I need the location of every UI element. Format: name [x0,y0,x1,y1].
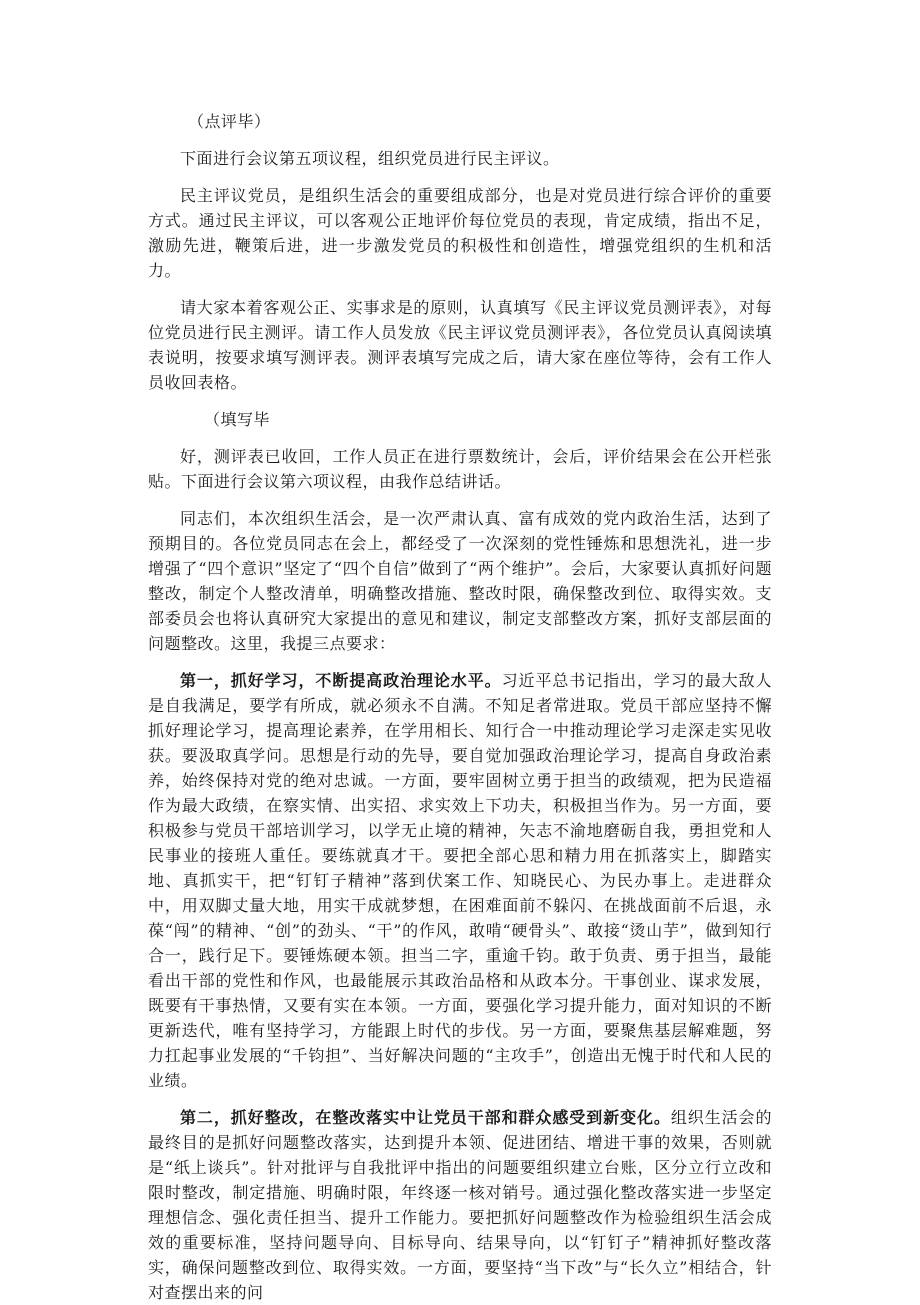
democratic-evaluation-paragraph: 民主评议党员，是组织生活会的重要组成部分，也是对党员进行综合评价的重要方式。通过民主评议，可以客观公正地评价每位党员的表现，肯定成绩，指出不足，激励先进，鞭策后进，进一步激发党员的积极性和创造性，增强党组织的生机和活力。 [148,186,772,280]
requirement-one-heading: 第一，抓好学习，不断提高政治理论水平。 [180,671,502,690]
requirement-one-body: 习近平总书记指出，学习的最大敌人是自我满足，要学有所成，就必须永不自满。不知足者常进取。党员干部应坚持不懈抓好理论学习，提高理论素养，在学用相长、知行合一中推动理论学习走深走实见收获。要汲取真学问。思想是行动的先导，要自觉加强政治理论学习，提高自身政治素养，始终保持对党的绝对忠诚。一方面，要牢固树立勇于担当的政绩观，把为民造福作为最大政绩，在察实情、出实招、求实效上下功夫，积极担当作为。另一方面，要积极参与党员干部培训学习，以学无止境的精神，矢志不渝地磨砺自我，勇担党和人民事业的接班人重任。要练就真才干。要把全部心思和精力用在抓落实上，脚踏实地、真抓实干，把“钉钉子精神”落到伏案工作、知晓民心、为民办事上。走进群众中，用双脚丈量大地，用实干成就梦想，在困难面前不躲闪、在挑战面前不后退，永葆“闯”的精神、“创”的劲头、“干”的作风，敢啃“硬骨头”、敢接“烫山芋”，做到知行合一，践行足下。要锤炼硬本领。担当二字，重逾千钧。敢于负责、勇于担当，最能看出干部的党性和作风，也最能展示其政治品格和从政本分。干事创业、谋求发展，既要有干事热情，又要有实在本领。一方面，要强化学习提升能力，面对知识的不断更新迭代，唯有坚持学习，方能跟上时代的步伐。另一方面，要聚焦基层解难题，努力扛起事业发展的“千钧担”、当好解决问题的“主攻手”，创造出无愧于时代和人民的业绩。 [148,671,772,1090]
comment-end-note: （点评毕） [188,112,271,131]
fill-end-note: （填写毕 [204,410,271,429]
summary-paragraph: 同志们，本次组织生活会，是一次严肃认真、富有成效的党内政治生活，达到了预期目的。各位党员同志在会上，都经受了一次深刻的党性锤炼和思想洗礼，进一步增强了“四个意识”坚定了“四个自信”做到了“两个维护”。会后，大家要认真抓好问题整改，制定个人整改清单，明确整改措施、整改时限，确保整改到位、取得实效。支部委员会也将认真研究大家提出的意见和建议，制定支部整改方案，抓好支部层面的问题整改。这里，我提三点要求： [148,509,772,653]
agenda-item-five: 下面进行会议第五项议程，组织党员进行民主评议。 [180,149,560,168]
requirement-one-paragraph [148,668,772,1093]
requirement-two-heading: 第二，抓好整改，在整改落实中让党员干部和群众感受到新变化。 [180,1108,671,1127]
fill-form-instructions-paragraph: 请大家本着客观公正、实事求是的原则，认真填写《民主评议党员测评表》，对每位党员进行民主测评。请工作人员发放《民主评议党员测评表》，各位党员认真阅读填表说明，按要求填写测评表。测评表填写完成之后，请大家在座位等待，会有工作人员收回表格。 [148,298,772,392]
requirement-two-paragraph [148,1105,772,1305]
requirement-two-body: 组织生活会的最终目的是抓好问题整改落实，达到提升本领、促进团结、增进干事的效果，否则就是“纸上谈兵”。针对批评与自我批评中指出的问题要组织建立台账，区分立行立改和限时整改，制定措施、明确时限，年终逐一核对销号。通过强化整改落实进一步坚定理想信念、强化责任担当、提升工作能力。要把抓好问题整改作为检验组织生活会成效的重要标准，坚持问题导向、目标导向、结果导向，以“钉钉子”精神抓好整改落实，确保问题整改到位、取得实效。一方面，要坚持“当下改”与“长久立”相结合，针对查摆出来的问 [148,1108,772,1302]
agenda-item-six: 好，测评表已收回，工作人员正在进行票数统计，会后，评价结果会在公开栏张贴。下面进行会议第六项议程，由我作总结讲话。 [148,447,772,491]
